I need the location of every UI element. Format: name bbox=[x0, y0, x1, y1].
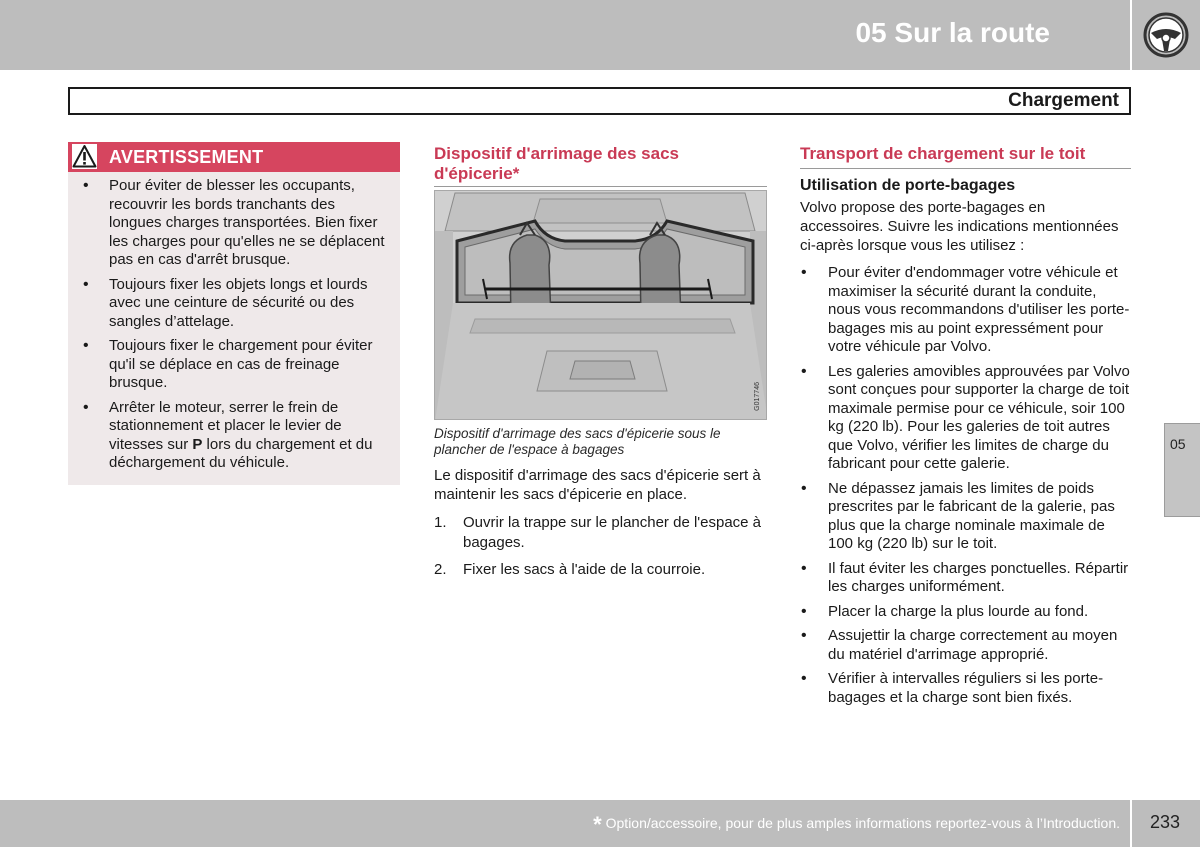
page-number: 233 bbox=[1150, 812, 1181, 832]
warning-item-text: Arrêter le moteur, serrer le frein de stationnement et placer le levier de vitesses sur bbox=[109, 398, 342, 453]
roof-rack-list bbox=[800, 264, 1130, 713]
chapter-title: 05 Sur la route bbox=[855, 17, 1050, 48]
step-text: Ouvrir la trappe sur le plancher de l'espace à bagages. bbox=[463, 514, 762, 551]
grocery-bag-heading: Dispositif d'arrimage des sacs d'épicerie* bbox=[434, 144, 679, 183]
warning-item bbox=[81, 399, 391, 473]
figure-code: G017746 bbox=[754, 382, 761, 411]
roof-rack-item: • Pour éviter d'endommager votre véhicule et maximiser la sécurité durant la conduite, nous vous recommandons d'utiliser les porte-bagages mis au point expressément pour votre véhicule par Volvo. bbox=[800, 264, 1130, 357]
roof-rack-item: • Vérifier à intervalles réguliers si les porte-bagages et la charge sont bien fixés. bbox=[800, 670, 1130, 707]
warning-item: • Pour éviter de blesser les occupants, recouvrir les bords tranchants des longues charges transportées. Bien fixer les charges pour qu'elles ne se déplacent pas en cas d'arrêt brusque. bbox=[81, 177, 391, 270]
figure-caption: Dispositif d'arrimage des sacs d'épicerie sous le plancher de l'espace à bagages bbox=[434, 426, 721, 457]
cargo-area-illustration bbox=[435, 191, 767, 420]
roof-rack-subheading: Utilisation de porte-bagages bbox=[800, 177, 1016, 194]
roof-rack-item: • Assujettir la charge correctement au moyen du matériel d'arrimage approprié. bbox=[800, 627, 1130, 664]
warning-item-text: lors du chargement et du déchargement du véhicule. bbox=[109, 435, 373, 471]
footnote bbox=[593, 812, 1120, 838]
chapter-side-tab-label: 05 bbox=[1170, 436, 1186, 452]
divider bbox=[800, 168, 1131, 169]
warning-box bbox=[68, 142, 400, 485]
footnote-text: Option/accessoire, pour de plus amples informations reportez-vous à l’Introduction. bbox=[605, 815, 1120, 831]
roof-rack-intro: Volvo propose des porte-bagages en accessoires. Suivre les indications mentionnées ci-après lorsque vous les utilisez : bbox=[800, 199, 1119, 254]
divider bbox=[434, 186, 767, 187]
header-bar bbox=[0, 0, 1130, 70]
step-number: 2. bbox=[434, 561, 447, 578]
page-number-box bbox=[1132, 800, 1200, 847]
gear-p-label: P bbox=[192, 435, 203, 453]
step-number: 1. bbox=[434, 514, 447, 531]
grocery-bag-body: Le dispositif d'arrimage des sacs d'épicerie sert à maintenir les sacs d'épicerie en place. bbox=[434, 467, 761, 503]
step-item bbox=[434, 513, 767, 552]
warning-title: AVERTISSEMENT bbox=[109, 147, 264, 167]
step-text: Fixer les sacs à l'aide de la courroie. bbox=[463, 561, 706, 578]
warning-item: • Toujours fixer les objets longs et lourds avec une ceinture de sécurité ou des sangles d’attelage. bbox=[81, 276, 391, 332]
roof-rack-item: • Ne dépassez jamais les limites de poids prescrites par le fabricant de la galerie, pas plus que la charge nominale maximale de 100 kg (220 lb) sur le toit. bbox=[800, 480, 1130, 554]
roof-rack-item: • Les galeries amovibles approuvées par Volvo sont conçues pour supporter la charge de toit maximale permise pour ce véhicule, soir 100 kg (220 lb). Pour les galeries de toit autres que Volvo, vérifier les limites de charge du fabricant pour cette galerie. bbox=[800, 363, 1130, 474]
warning-item: • Toujours fixer le chargement pour éviter qu'il se déplace en cas de freinage brusque. bbox=[81, 337, 391, 393]
roof-rack-item: • Il faut éviter les charges ponctuelles. Répartir les charges uniformément. bbox=[800, 560, 1130, 597]
chapter-icon-box bbox=[1132, 0, 1200, 70]
chapter-side-tab[interactable] bbox=[1164, 423, 1200, 517]
footer-bar bbox=[0, 800, 1130, 847]
grocery-bag-holder-figure bbox=[434, 190, 767, 420]
steering-wheel-icon bbox=[1142, 11, 1190, 59]
section-title: Chargement bbox=[1008, 90, 1119, 111]
section-title-bar bbox=[68, 87, 1131, 115]
procedure-steps bbox=[434, 513, 767, 588]
step-item bbox=[434, 560, 767, 580]
warning-triangle-icon bbox=[72, 144, 97, 169]
footnote-star: * bbox=[593, 812, 602, 837]
warning-list bbox=[81, 177, 391, 479]
roof-rack-item: • Placer la charge la plus lourde au fond. bbox=[800, 603, 1130, 622]
warning-header bbox=[68, 142, 400, 172]
roof-load-heading: Transport de chargement sur le toit bbox=[800, 144, 1086, 163]
